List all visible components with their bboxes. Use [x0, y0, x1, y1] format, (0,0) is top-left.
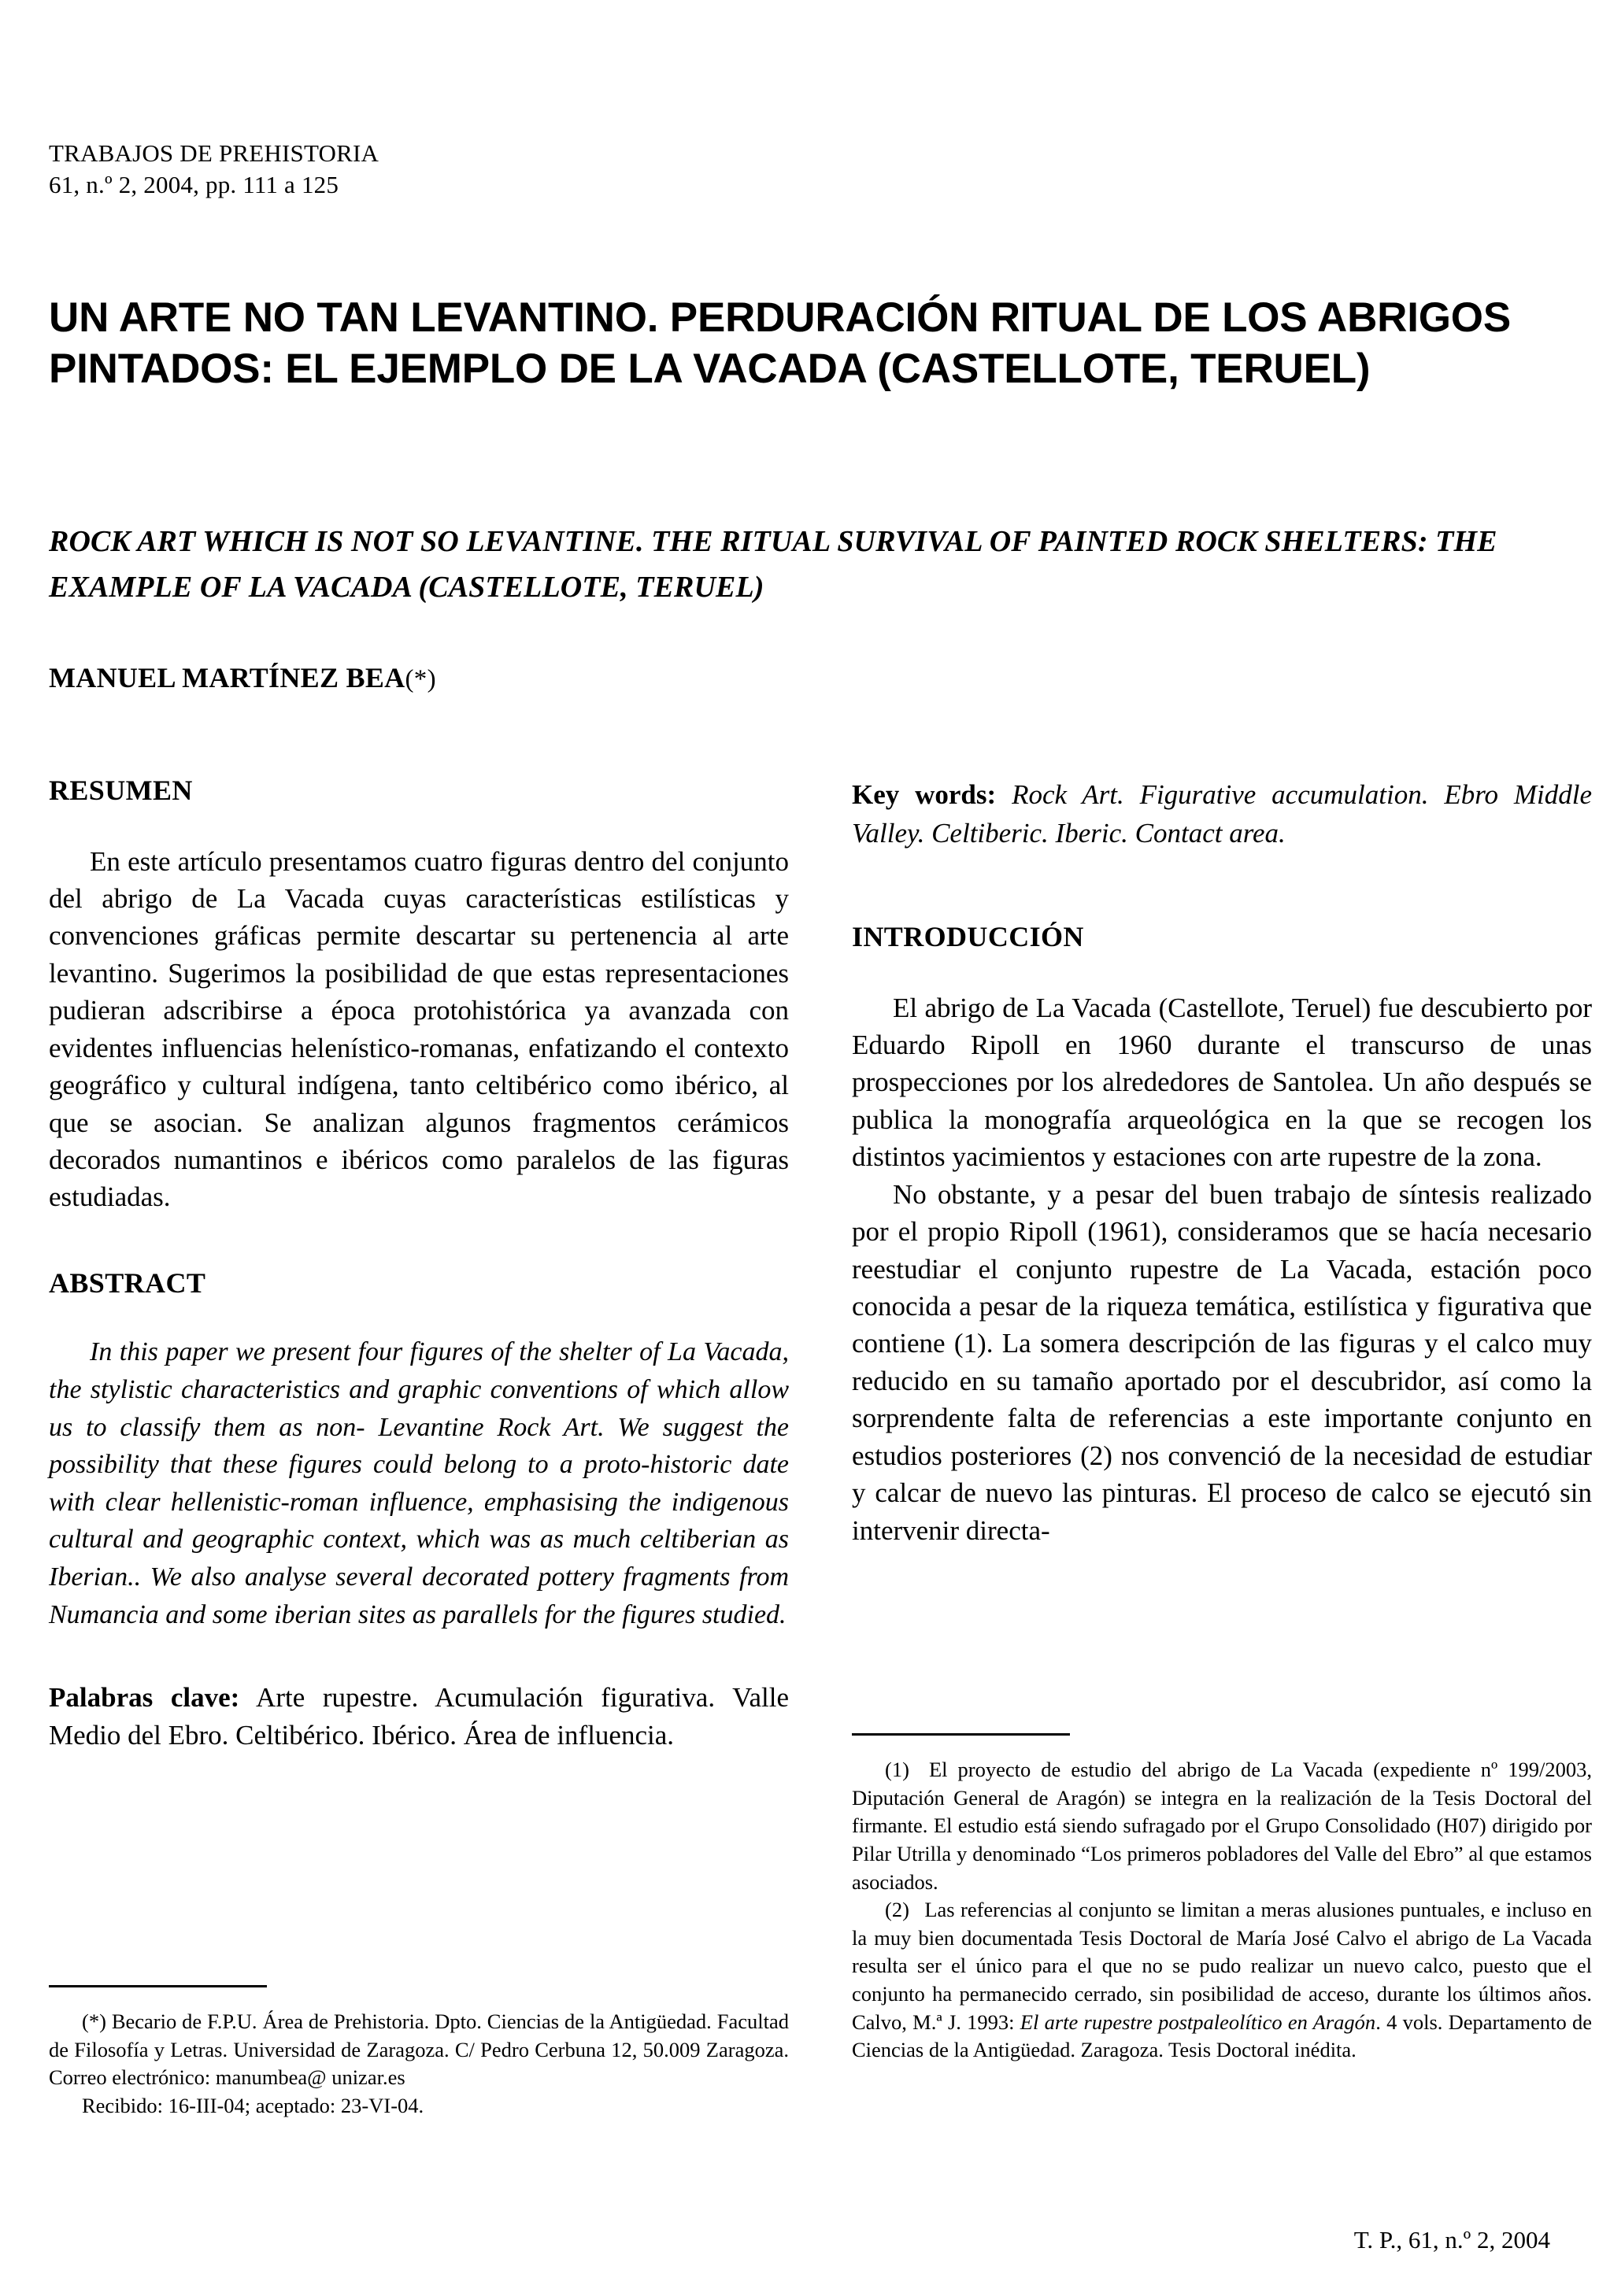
heading-resumen: RESUMEN [49, 775, 193, 806]
footnote-marker: (2) [885, 1898, 909, 1922]
footnote-zone-right [852, 1733, 1592, 2065]
spacer [49, 1633, 789, 1679]
palabras-clave-label: Palabras clave: [49, 1682, 240, 1714]
page-title-spanish: UN ARTE NO TAN LEVANTINO. PERDURACIÓN RITUAL DE LOS ABRIGOS PINTADOS: EL EJEMPLO DE LA VACADA (CASTELLOTE, TERUEL) [49, 294, 1511, 392]
footnote-cited-title: El arte rupestre postpaleolítico en Aragón [1020, 2009, 1376, 2034]
paragraph-introduccion-2: No obstante, y a pesar del buen trabajo de síntesis realizado por el propio Ripoll (1961), consideramos que se hacía necesario reestudiar el conjunto rupestre de La Vacada, estación poco conocida a pesar de la riqueza temática, estilística y figurativa que contiene (1). La somera descripción de las figuras y el calco muy reducido en su tamaño aportado por el descubridor, así como la sorprendente falta de referencias a este importante conjunto en estudios posteriores (2) nos convenció de la necesidad de estudiar y calcar de nuevo las pinturas. El proceso de calco se ejecutó sin intervenir directa- [852, 1178, 1592, 1546]
journal-name: TRABAJOS DE PREHISTORIA [49, 139, 379, 167]
key-words [852, 775, 1592, 852]
key-words-text: Rock Art. Figurative accumulation. Ebro Middle Valley. Celtiberic. Iberic. Contact area. [852, 779, 1593, 849]
page-title-english: ROCK ART WHICH IS NOT SO LEVANTINE. THE RITUAL SURVIVAL OF PAINTED ROCK SHELTERS: THE EXAMPLE OF LA VACADA (CASTELLOTE, TERUEL) [49, 525, 1497, 604]
footnote-1 [852, 1756, 1592, 1896]
column-left [49, 775, 789, 1754]
column-right [852, 775, 1592, 1549]
author-name: MANUEL MARTÍNEZ BEA [49, 662, 405, 693]
palabras-clave [49, 1679, 789, 1754]
author-line [49, 661, 436, 694]
key-words-label: Key words: [852, 779, 997, 810]
footnote-text: El proyecto de estudio del abrigo de La Vacada (expediente nº 199/2003, Diputación General de Aragón) se integra en la realización de la Tesis Doctoral del firmante. El estudio está siendo sufragado por el Grupo Consolidado (H07) dirigido por Pilar Utrilla y denominado “Los primeros pobladores del Valle del Ebro” al que estamos asociados. [852, 1758, 1593, 1894]
journal-issue-line: 61, n.º 2, 2004, pp. 111 a 125 [49, 171, 339, 199]
footnote-marker: (1) [885, 1758, 909, 1781]
footnote-marker: (*) [82, 2009, 106, 2033]
footnote-author-affiliation [49, 2008, 789, 2092]
footnote-rule [49, 1985, 267, 1987]
title-block [49, 293, 1553, 394]
footnote-2 [852, 1896, 1592, 2065]
footnote-text: Becario de F.P.U. Área de Prehistoria. Dpto. Ciencias de la Antigüedad. Facultad de Filosofía y Letras. Universidad de Zaragoza. C/ Pedro Cerbuna 12, 50.009 Zaragoza. Correo electrónico: manumbea@ unizar.es [49, 2009, 789, 2090]
palabras-clave-text: Arte rupestre. Acumulación figurativa. Valle Medio del Ebro. Celtibérico. Ibérico. Área de influencia. [49, 1682, 789, 1751]
footnote-zone-left [49, 1985, 789, 2120]
paragraph-abstract: In this paper we present four figures of the shelter of La Vacada, the stylistic characteristics and graphic conventions of which allow us to classify them as non- Levantine Rock Art. We suggest the possibility that these figures could belong to a proto-historic date with clear hellenistic-roman influence, emphasising the indigenous cultural and geographic context, which was as much celtiberian as Iberian.. We also analyse several decorated pottery fragments from Numancia and some iberian sites as parallels for the figures studied. [49, 1337, 789, 1629]
journal-running-head [49, 138, 379, 202]
paragraph-resumen: En este artículo presentamos cuatro figuras dentro del conjunto del abrigo de La Vacada cuyas características estilísticas y convenciones gráficas permite descartar su pertenencia al arte levantino. Sugerimos la posibilidad de que estas representaciones pudieran adscribirse a época protohistórica ya avanzada con evidentes influencias helenístico-romanas, enfatizando el contexto geográfico y cultural indígena, tanto celtibérico como ibérico, al que se asocian. Se analizan algunos fragmentos cerámicos decorados numantinos e ibéricos como paralelos de las figuras estudiadas. [49, 845, 789, 1213]
footnote-received-dates: Recibido: 16-III-04; aceptado: 23-VI-04. [82, 2093, 424, 2117]
spacer [852, 852, 1592, 922]
footnote-text-before-title: Las referencias al conjunto se limitan a meras alusiones puntuales, e incluso en la muy bien documentada Tesis Doctoral de María José Calvo el abrigo de La Vacada resulta ser el único para el que no se pudo realizar un nuevo calco, puesto que el conjunto ha permanecido cerrado, sin posibilidad de acceso, durante los últimos años. Calvo, M.ª J. 1993: [852, 1898, 1593, 2034]
paragraph-introduccion-1: El abrigo de La Vacada (Castellote, Teruel) fue descubierto por Eduardo Ripoll en 1960 durante el transcurso de unas prospecciones por los alrededores de Santolea. Un año después se publica la monografía arqueológica en la que se recogen los distintos yacimientos y estaciones con arte rupestre de la zona. [852, 992, 1592, 1173]
heading-abstract: ABSTRACT [49, 1266, 206, 1299]
footnote-text-after-title: . 4 vols. Departamento de Ciencias de la Antigüedad. Zaragoza. Tesis Doctoral inédita. [852, 2009, 1593, 2062]
author-affiliation-mark: (*) [405, 665, 436, 693]
spacer [49, 1216, 789, 1268]
page-footer: T. P., 61, n.º 2, 2004 [1353, 2226, 1550, 2253]
footnote-rule [852, 1733, 1070, 1736]
heading-introduccion: INTRODUCCIÓN [852, 921, 1084, 952]
